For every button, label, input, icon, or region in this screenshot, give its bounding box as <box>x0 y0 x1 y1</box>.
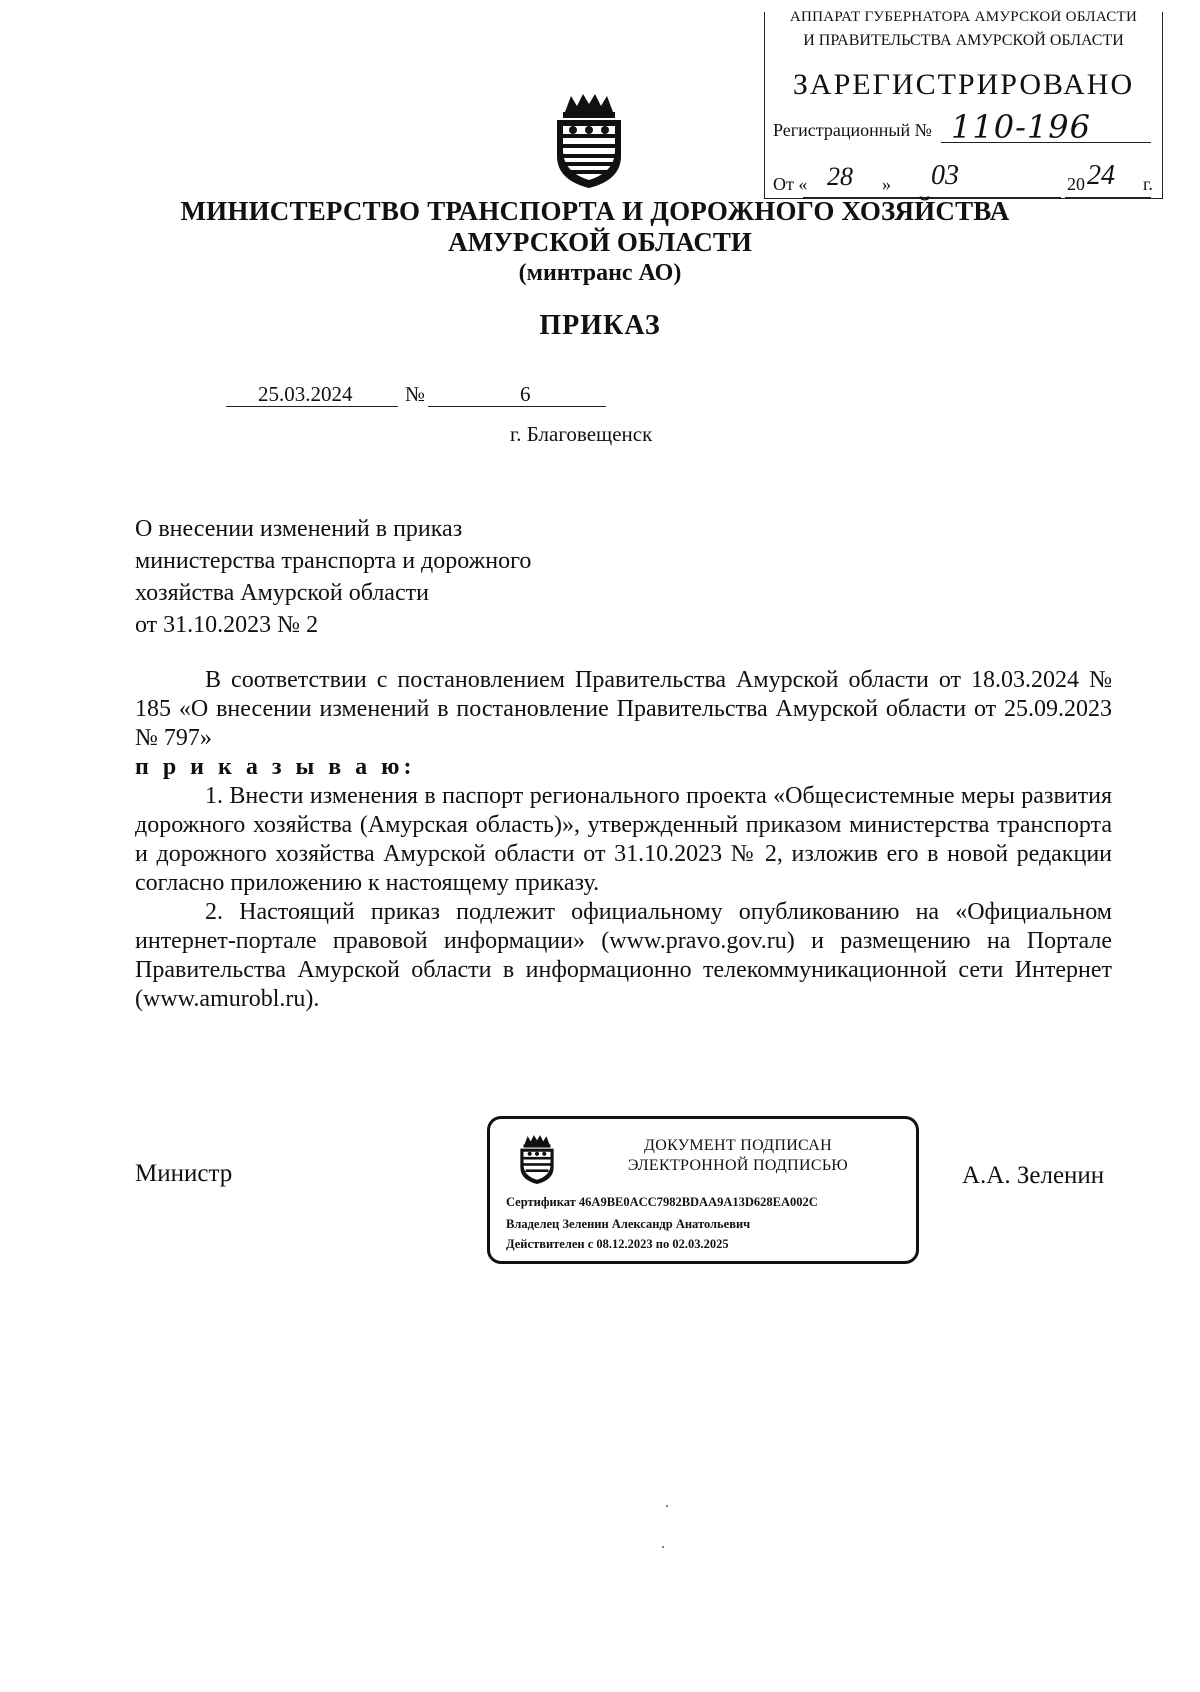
order-number: 6 <box>520 382 531 406</box>
stamp-number-label: Регистрационный № <box>773 120 932 140</box>
amur-region-emblem-icon <box>551 90 627 190</box>
ministry-name-line2: АМУРСКОЙ ОБЛАСТИ <box>448 227 752 257</box>
esig-validity: Действителен с 08.12.2023 по 02.03.2025 <box>506 1237 729 1251</box>
esig-title-line2: ЭЛЕКТРОННОЙ ПОДПИСЬЮ <box>627 1157 849 1174</box>
registration-stamp <box>764 12 1163 199</box>
subject-line: О внесении изменений в приказ <box>135 516 463 542</box>
stamp-org-line1: АППАРАТ ГУБЕРНАТОРА АМУРСКОЙ ОБЛАСТИ <box>789 10 1138 25</box>
stamp-date-month: 03 <box>931 160 959 191</box>
stamp-date-century: 20 <box>1067 174 1085 194</box>
scan-speck <box>662 1546 664 1548</box>
ministry-short-name: (минтранс АО) <box>518 260 682 286</box>
stamp-number-value: 110-196 <box>951 108 1091 146</box>
stamp-org-line2: И ПРАВИТЕЛЬСТВА АМУРСКОЙ ОБЛАСТИ <box>803 32 1124 49</box>
signer-name: А.А. Зеленин <box>962 1162 1105 1189</box>
decree-word: п р и к а з ы в а ю: <box>135 754 416 780</box>
subject-line: министерства транспорта и дорожного <box>135 548 532 574</box>
stamp-date-suffix: г. <box>1143 174 1153 194</box>
scan-speck <box>666 1505 668 1507</box>
order-date: 25.03.2024 <box>258 382 353 406</box>
ministry-name-line1: МИНИСТЕРСТВО ТРАНСПОРТА И ДОРОЖНОГО ХОЗЯЙСТВА <box>180 196 1010 226</box>
order-subject <box>135 513 655 641</box>
esig-owner: Владелец Зеленин Александр Анатольевич <box>506 1217 751 1231</box>
order-item-2: 2. Настоящий приказ подлежит официальному опубликованию на «Официальном интернет-портале правовой информации» (www.pravo.gov.ru) и размещению на Портале Правительства Амурской области в информационно телекоммуникационной сети Интернет (www.amurobl.ru). <box>135 899 1112 1012</box>
stamp-number-underline <box>941 142 1151 143</box>
esig-title-line1: ДОКУМЕНТ ПОДПИСАН <box>644 1137 832 1154</box>
order-number-label: № <box>405 382 426 406</box>
stamp-date-sep: » <box>882 174 891 194</box>
amur-region-emblem-icon <box>516 1133 558 1185</box>
document-type-title: ПРИКАЗ <box>539 310 661 341</box>
subject-line: от 31.10.2023 № 2 <box>135 612 319 638</box>
order-number-underline <box>428 406 606 407</box>
stamp-title: ЗАРЕГИСТРИРОВАНО <box>792 68 1135 101</box>
stamp-date-day: 28 <box>827 162 853 191</box>
stamp-date-year: 24 <box>1087 160 1115 191</box>
esig-certificate: Сертификат 46A9BE0ACC7982BDAA9A13D628EA002C <box>506 1195 818 1209</box>
signer-position: Министр <box>135 1160 233 1187</box>
order-body <box>135 666 1112 1014</box>
preamble-paragraph: В соответствии с постановлением Правительства Амурской области от 18.03.2024 № 185 «О внесении изменений в постановление Правительства Амурской области от 25.09.2023 № 797» <box>135 667 1112 751</box>
order-date-underline <box>226 406 398 407</box>
stamp-date-prefix: От « <box>773 174 808 194</box>
order-city: г. Благовещенск <box>510 422 653 446</box>
subject-line: хозяйства Амурской области <box>135 580 429 606</box>
electronic-signature-stamp <box>487 1116 919 1264</box>
order-item-1: 1. Внести изменения в паспорт регионального проекта «Общесистемные меры развития дорожного хозяйства (Амурская область)», утвержденный приказом министерства транспорта и дорожного хозяйства Амурской области от 31.10.2023 № 2, изложив его в новой редакции согласно приложению к настоящему приказу. <box>135 783 1112 896</box>
